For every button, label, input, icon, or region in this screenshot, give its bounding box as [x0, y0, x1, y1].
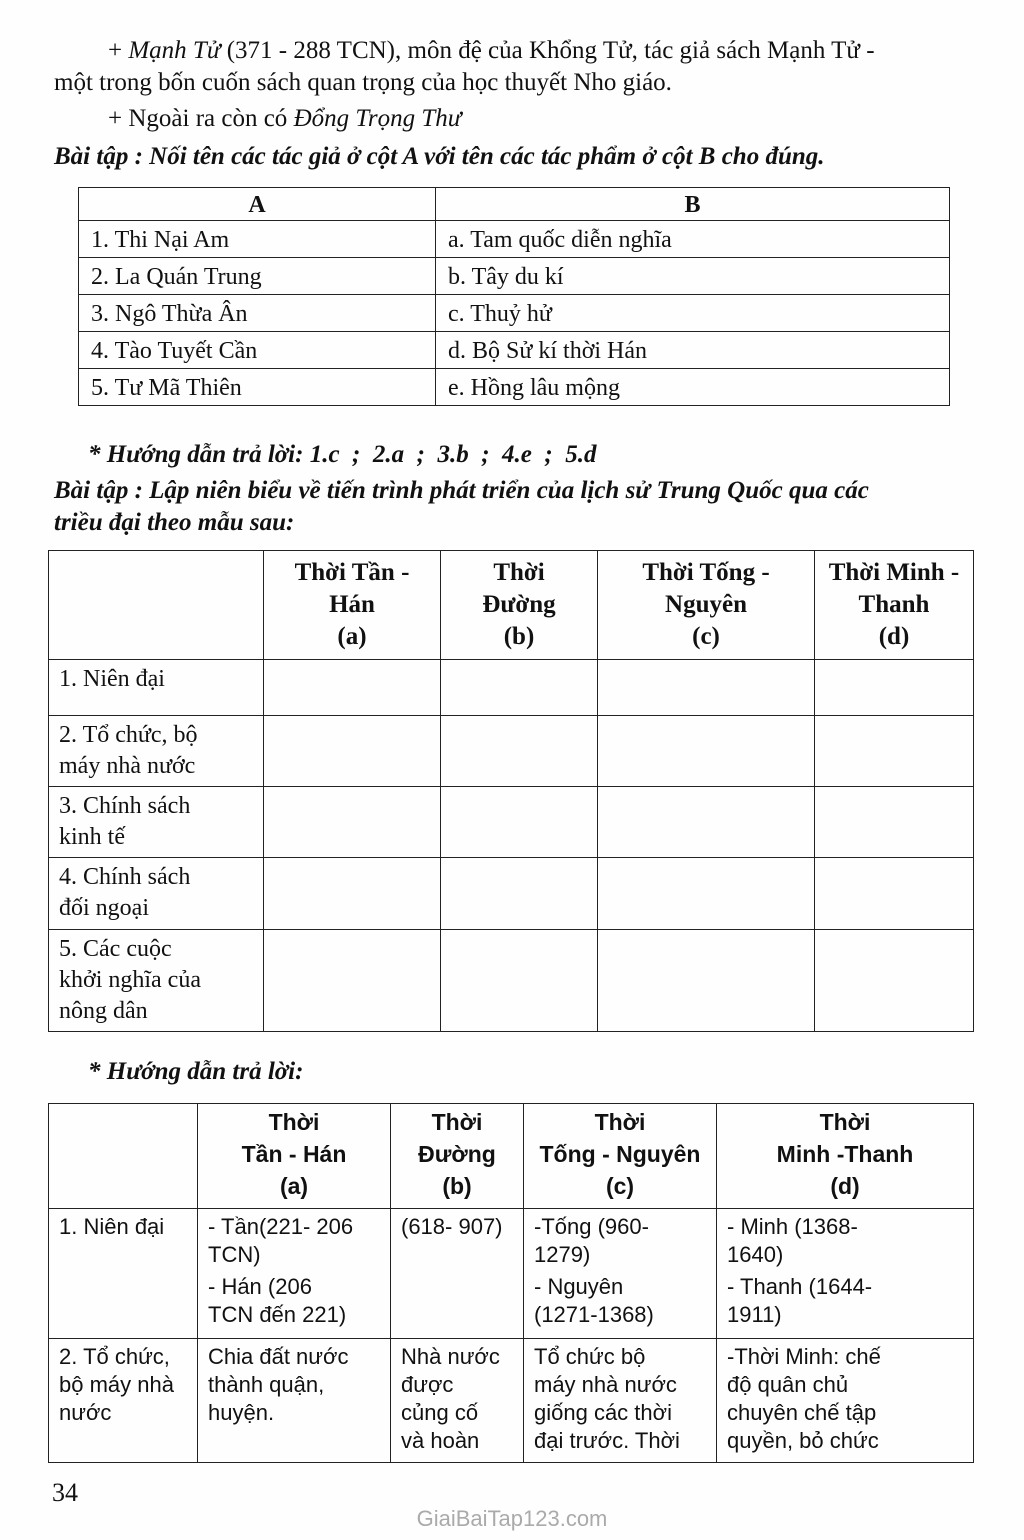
other-prefix: + Ngoài ra còn có	[108, 105, 294, 132]
page-number: 34	[52, 1478, 78, 1507]
table-row	[79, 295, 950, 332]
exercise2-prompt-line2: triều đại theo mẫu sau:	[54, 509, 295, 536]
author-cell: 1. Thi Nại Am	[79, 221, 436, 258]
table-row	[79, 369, 950, 406]
header-qin-han: Thời Tần - Hán (a)	[264, 551, 441, 660]
exercise1-prompt: Bài tập : Nối tên các tác giả ở cột A với tên các tác phẩm ở cột B cho đúng.	[54, 143, 825, 170]
matching-table	[78, 187, 950, 406]
row-label-era: 1. Niên đại	[49, 1209, 198, 1339]
table-row	[49, 716, 974, 787]
column-a-header: A	[79, 188, 436, 221]
column-b-header: B	[436, 188, 950, 221]
table-row	[49, 858, 974, 930]
era-tang: (618- 907)	[391, 1209, 524, 1339]
watermark: GiaiBaiTap123.com	[416, 1506, 608, 1531]
other-name: Đổng Trọng Thư	[293, 105, 462, 132]
bullet-plus: +	[108, 37, 123, 64]
header-ming-qing: Thời Minh -Thanh (d)	[717, 1104, 974, 1209]
table-row	[49, 660, 974, 716]
header-tang: Thời Đường (b)	[391, 1104, 524, 1209]
mencius-name: Mạnh Tử	[128, 37, 221, 64]
work-cell: b. Tây du kí	[436, 258, 950, 295]
org-song-yuan: Tổ chức bộ máy nhà nước giống các thời đại trước. Thời	[524, 1339, 717, 1463]
timeline-answer-table	[48, 1103, 974, 1463]
mencius-desc: (371 - 288 TCN), môn đệ của Khổng Tử, tác giả sách Mạnh Tử -	[220, 37, 875, 64]
answer2-label: * Hướng dẫn trả lời:	[88, 1058, 304, 1085]
header-song-yuan: Thời Tống - Nguyên (c)	[598, 551, 815, 660]
timeline-template-table	[48, 550, 974, 1032]
org-tang: Nhà nước được củng cố và hoàn	[391, 1339, 524, 1463]
header-ming-qing: Thời Minh - Thanh (d)	[815, 551, 974, 660]
era-song-yuan: -Tống (960- 1279) - Nguyên (1271-1368)	[524, 1209, 717, 1339]
org-ming-qing: -Thời Minh: chế độ quân chủ chuyên chế tập quyền, bỏ chức	[717, 1339, 974, 1463]
mencius-desc-cont: một trong bốn cuốn sách quan trọng của học thuyết Nho giáo.	[54, 69, 672, 96]
row-label-organization: 2. Tổ chức, bộ máy nhà nước	[49, 716, 264, 787]
header-qin-han: Thời Tần - Hán (a)	[198, 1104, 391, 1209]
table-row	[49, 1209, 974, 1339]
table-row	[79, 258, 950, 295]
table-row	[79, 221, 950, 258]
row-label-foreign-policy: 4. Chính sách đối ngoại	[49, 858, 264, 930]
table-row	[49, 1339, 974, 1463]
exercise1-answer: * Hướng dẫn trả lời: 1.c ; 2.a ; 3.b ; 4.e ; 5.d	[88, 441, 597, 468]
work-cell: c. Thuỷ hử	[436, 295, 950, 332]
exercise2-prompt-line1: Bài tập : Lập niên biểu về tiến trình phát triển của lịch sử Trung Quốc qua các	[54, 477, 869, 504]
intro-mencius	[108, 36, 875, 66]
table-row	[49, 930, 974, 1032]
corner-cell	[49, 1104, 198, 1209]
row-label-uprisings: 5. Các cuộc khởi nghĩa của nông dân	[49, 930, 264, 1032]
intro-other	[108, 104, 461, 134]
table-row	[49, 787, 974, 858]
author-cell: 3. Ngô Thừa Ân	[79, 295, 436, 332]
work-cell: e. Hồng lâu mộng	[436, 369, 950, 406]
work-cell: d. Bộ Sử kí thời Hán	[436, 332, 950, 369]
org-qin-han: Chia đất nước thành quận, huyện.	[198, 1339, 391, 1463]
era-ming-qing: - Minh (1368- 1640) - Thanh (1644- 1911)	[717, 1209, 974, 1339]
corner-cell	[49, 551, 264, 660]
work-cell: a. Tam quốc diễn nghĩa	[436, 221, 950, 258]
author-cell: 5. Tư Mã Thiên	[79, 369, 436, 406]
author-cell: 2. La Quán Trung	[79, 258, 436, 295]
author-cell: 4. Tào Tuyết Cần	[79, 332, 436, 369]
header-song-yuan: Thời Tống - Nguyên (c)	[524, 1104, 717, 1209]
header-tang: Thời Đường (b)	[441, 551, 598, 660]
row-label-organization: 2. Tổ chức, bộ máy nhà nước	[49, 1339, 198, 1463]
row-label-era: 1. Niên đại	[49, 660, 264, 716]
era-qin-han: - Tần(221- 206 TCN) - Hán (206 TCN đến 221)	[198, 1209, 391, 1339]
row-label-economy: 3. Chính sách kinh tế	[49, 787, 264, 858]
table-row	[79, 332, 950, 369]
